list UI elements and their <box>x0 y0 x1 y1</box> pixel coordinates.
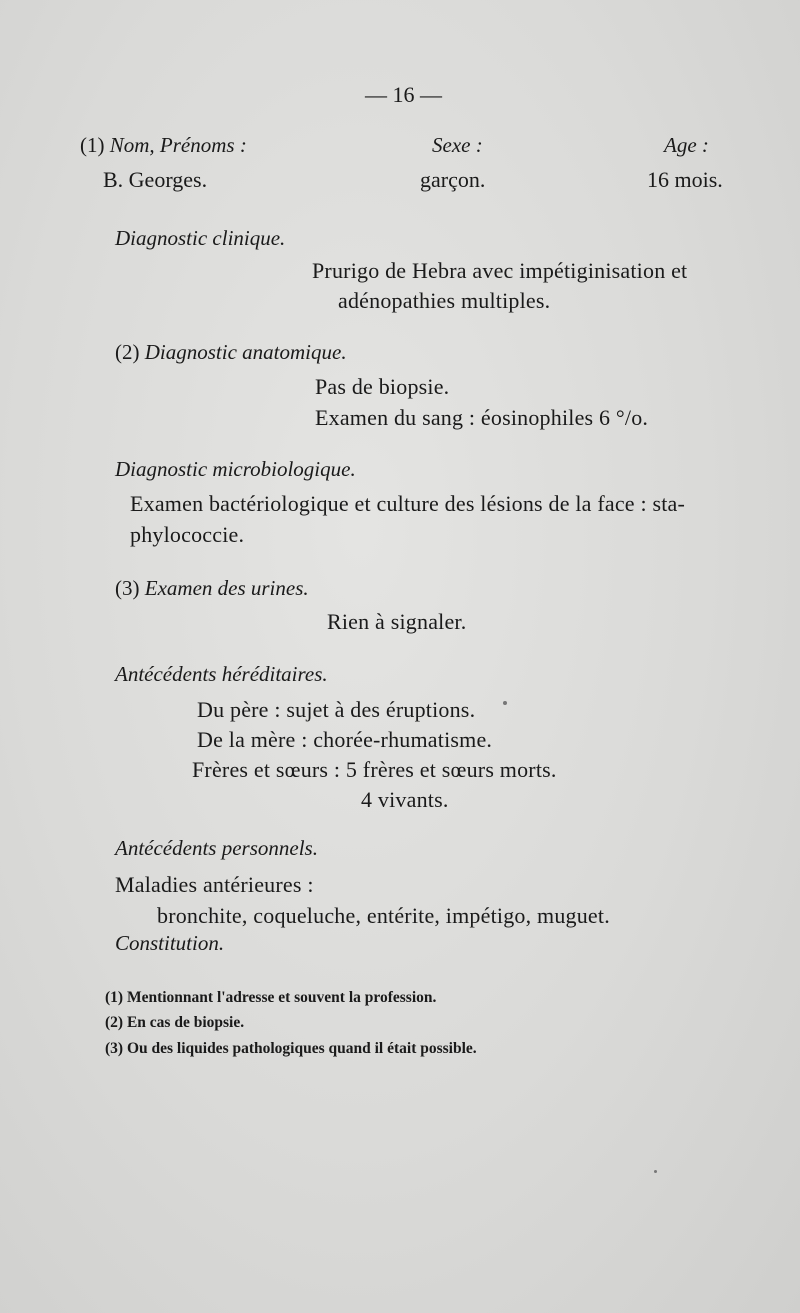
microbiological-diagnosis-heading: Diagnostic microbiologique. <box>115 457 356 481</box>
clinical-diagnosis-heading: Diagnostic clinique. <box>115 226 286 250</box>
patient-sex: garçon. <box>420 167 486 192</box>
print-speck <box>654 1170 657 1173</box>
constitution-heading: Constitution. <box>115 931 225 955</box>
hereditary-history-heading: Antécédents héréditaires. <box>115 662 328 686</box>
clinical-diagnosis-line-2: adénopathies multiples. <box>338 288 551 313</box>
personal-history-heading: Antécédents personnels. <box>115 836 318 860</box>
anatomical-line-1: Pas de biopsie. <box>315 374 450 399</box>
anatomical-heading-text: Diagnostic anatomique. <box>144 340 347 364</box>
footnote-1: (1) Mentionnant l'adresse et souvent la profession. <box>105 989 437 1006</box>
microbiological-line-2: phylococcie. <box>130 522 245 547</box>
anatomical-line-2: Examen du sang : éosinophiles 6 °/o. <box>315 405 649 430</box>
name-label <box>80 133 247 158</box>
microbiological-line-1: Examen bactériologique et culture des lésions de la face : sta- <box>130 491 686 516</box>
clinical-diagnosis-line-1: Prurigo de Hebra avec impétiginisation et <box>312 258 688 283</box>
prior-illnesses-label: Maladies antérieures : <box>115 872 314 897</box>
footnote-marker-2: (2) <box>115 340 140 364</box>
footnote-marker-3: (3) <box>115 576 140 600</box>
footnote-3: (3) Ou des liquides pathologiques quand il était possible. <box>105 1040 477 1057</box>
footnote-marker-1: (1) <box>80 133 105 157</box>
name-label-text: Nom, Prénoms : <box>109 133 247 157</box>
urine-exam-heading <box>115 576 309 601</box>
prior-illnesses-list: bronchite, coqueluche, entérite, impétigo, muguet. <box>157 903 610 928</box>
anatomical-diagnosis-heading <box>115 340 347 365</box>
print-speck <box>503 701 507 705</box>
patient-name: B. Georges. <box>103 167 208 192</box>
hereditary-mother: De la mère : chorée-rhumatisme. <box>197 727 493 752</box>
hereditary-siblings-living: 4 vivants. <box>361 787 449 812</box>
page-number: — 16 — <box>365 82 442 107</box>
urine-heading-text: Examen des urines. <box>144 576 309 600</box>
footnote-2: (2) En cas de biopsie. <box>105 1014 245 1031</box>
hereditary-siblings: Frères et sœurs : 5 frères et sœurs morts. <box>192 757 557 782</box>
urine-result: Rien à signaler. <box>327 609 467 634</box>
sex-label: Sexe : <box>432 133 483 157</box>
hereditary-father: Du père : sujet à des éruptions. <box>197 697 476 722</box>
patient-age: 16 mois. <box>647 167 723 192</box>
age-label: Age : <box>664 133 709 157</box>
